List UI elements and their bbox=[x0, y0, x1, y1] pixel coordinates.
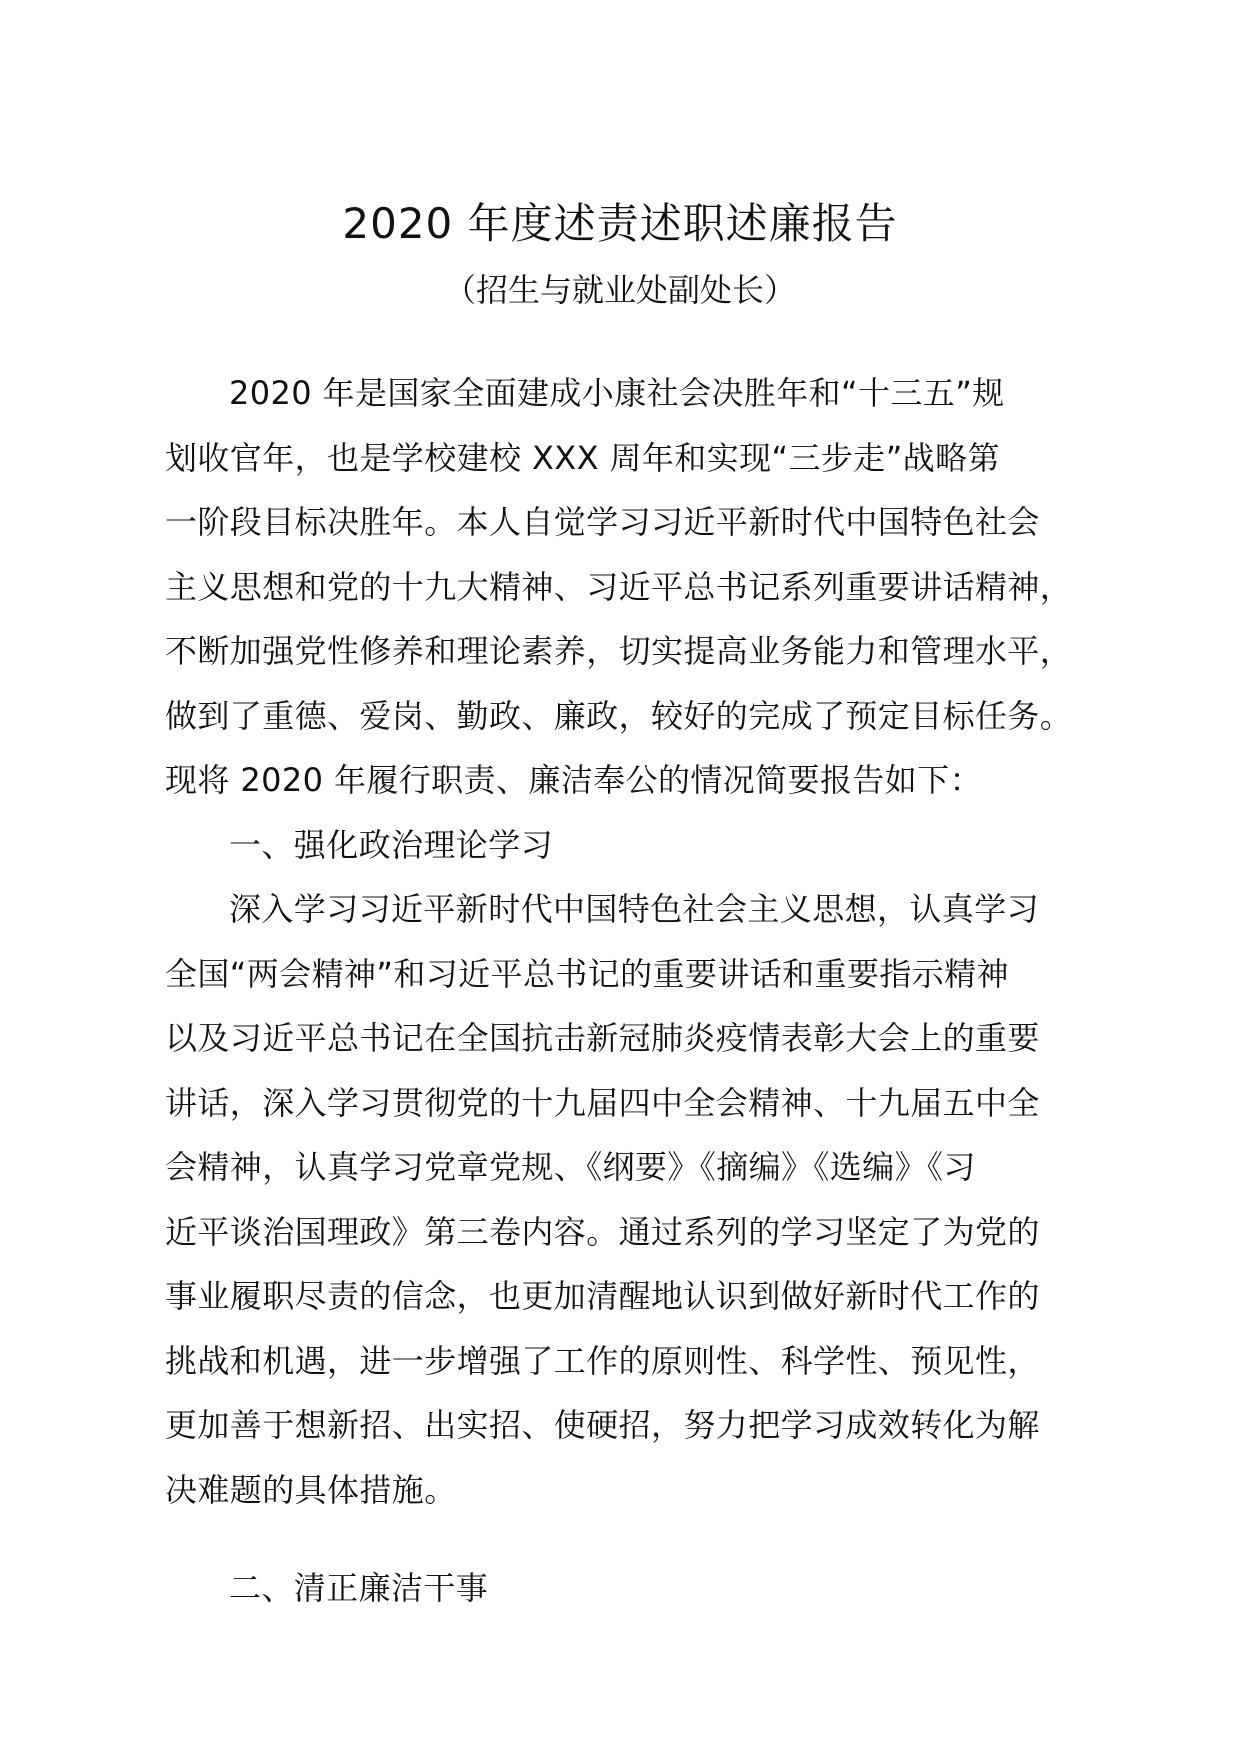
text-line: 主义思想和党的十九大精神、习近平总书记系列重要讲话精神， bbox=[165, 567, 1073, 606]
text-line: 2020 年是国家全面建成小康社会决胜年和“十三五”规 bbox=[229, 374, 1005, 412]
text-line: 深入学习习近平新时代中国特色社会主义思想，认真学习 bbox=[229, 890, 1040, 928]
paragraph-spacer bbox=[165, 1522, 1105, 1556]
text-line: 近平谈治国理政》第三卷内容。通过系列的学习坚定了为党的 bbox=[165, 1212, 1040, 1251]
text-line: 以及习近平总书记在全国抗击新冠肺炎疫情表彰大会上的重要 bbox=[165, 1019, 1040, 1057]
paragraph-study bbox=[165, 877, 1105, 1522]
text-line: 做到了重德、爱岗、勤政、廉政，较好的完成了预定目标任务。 bbox=[165, 696, 1073, 735]
text-line: 更加善于想新招、出实招、使硬招，努力把学习成效转化为解 bbox=[165, 1406, 1040, 1444]
text-line: 讲话，深入学习贯彻党的十九届四中全会精神、十九届五中全 bbox=[165, 1083, 1040, 1122]
text-line: 事业履职尽责的信念，也更加清醒地认识到做好新时代工作的 bbox=[165, 1277, 1040, 1315]
text-line: 一阶段目标决胜年。本人自觉学习习近平新时代中国特色社会 bbox=[165, 503, 1040, 541]
document-subtitle: （招生与就业处副处长） bbox=[443, 271, 796, 309]
text-line: 全国“两会精神”和习近平总书记的重要讲话和重要指示精神 bbox=[165, 954, 1009, 993]
paragraph-intro bbox=[165, 361, 1105, 813]
document-title: 2020 年度述责述职述廉报告 bbox=[342, 199, 898, 248]
document-body bbox=[165, 361, 1105, 1621]
text-line: 挑战和机遇，进一步增强了工作的原则性、科学性、预见性， bbox=[165, 1341, 1040, 1380]
text-line: 现将 2020 年履行职责、廉洁奉公的情况简要报告如下： bbox=[165, 761, 982, 799]
section-heading-2: 二、清正廉洁干事 bbox=[229, 1569, 489, 1607]
text-line: 划收官年，也是学校建校 XXX 周年和实现“三步走”战略第 bbox=[165, 438, 1000, 477]
text-line: 会精神，认真学习党章党规、《纲要》《摘编》《选编》《习 bbox=[165, 1148, 976, 1186]
text-line: 不断加强党性修养和理论素养，切实提高业务能力和管理水平， bbox=[165, 632, 1073, 670]
section-heading-1: 一、强化政治理论学习 bbox=[229, 825, 554, 864]
text-line: 决难题的具体措施。 bbox=[165, 1470, 457, 1509]
